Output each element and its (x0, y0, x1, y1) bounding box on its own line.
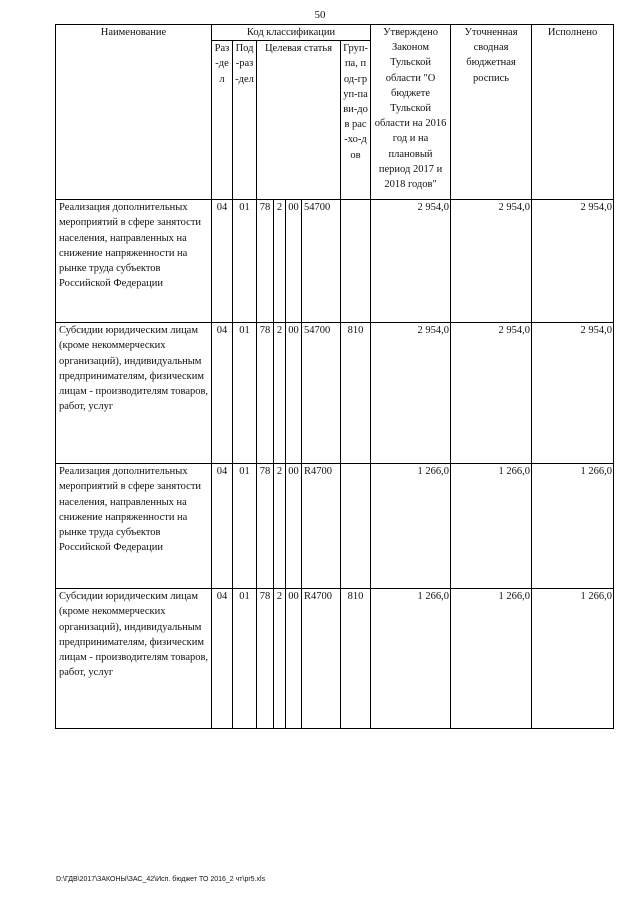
cell-subsection: 01 (233, 200, 257, 323)
cell-name: Реализация дополнительных мероприятий в сфере занятости населения, направленных на снижение напряженности на рынке труда субъектов Российской Федерации (56, 200, 212, 323)
cell-target-4: 54700 (302, 323, 341, 464)
cell-group: 810 (341, 589, 371, 729)
cell-target-3: 00 (286, 464, 302, 589)
cell-approved: 1 266,0 (371, 589, 451, 729)
cell-approved: 1 266,0 (371, 464, 451, 589)
header-target-article: Целевая статья (257, 41, 341, 200)
budget-table (55, 24, 614, 729)
cell-target-4: 54700 (302, 200, 341, 323)
cell-target-2: 2 (274, 200, 286, 323)
cell-target-1: 78 (257, 323, 274, 464)
cell-name: Реализация дополнительных мероприятий в сфере занятости населения, направленных на снижение напряженности на рынке труда субъектов Российской Федерации (56, 464, 212, 589)
cell-refined: 2 954,0 (451, 200, 532, 323)
cell-name: Субсидии юридическим лицам (кроме некоммерческих организаций), индивидуальным предпринимателям, физическим лицам - производителям товаров, работ, услуг (56, 323, 212, 464)
cell-target-2: 2 (274, 323, 286, 464)
cell-section: 04 (212, 200, 233, 323)
cell-subsection: 01 (233, 323, 257, 464)
cell-executed: 2 954,0 (532, 200, 614, 323)
cell-group (341, 464, 371, 589)
cell-target-4: R4700 (302, 589, 341, 729)
table-body (56, 200, 614, 729)
table-header (56, 25, 614, 200)
cell-group: 810 (341, 323, 371, 464)
cell-subsection: 01 (233, 589, 257, 729)
footer-file-path: D:\ГДВ\2017\ЗАКОНЫ\ЗАС_42\Исп. бюджет ТО 2016_2 чт\pr5.xls (56, 876, 266, 883)
cell-subsection: 01 (233, 464, 257, 589)
header-section: Раз-дел (212, 41, 233, 200)
header-executed: Исполнено (532, 25, 614, 200)
cell-group (341, 200, 371, 323)
header-expense-group: Груп-па, под-груп-па ви-дов рас-хо-дов (341, 41, 371, 200)
cell-approved: 2 954,0 (371, 323, 451, 464)
table-row (56, 464, 614, 589)
header-name: Наименование (56, 25, 212, 200)
header-approved: Утверждено Законом Тульской области "О бюджете Тульской области на 2016 год и на плановый период 2017 и 2018 годов" (371, 25, 451, 200)
table-row (56, 589, 614, 729)
cell-target-1: 78 (257, 589, 274, 729)
cell-target-3: 00 (286, 200, 302, 323)
cell-refined: 2 954,0 (451, 323, 532, 464)
cell-target-2: 2 (274, 464, 286, 589)
cell-section: 04 (212, 589, 233, 729)
cell-refined: 1 266,0 (451, 464, 532, 589)
cell-target-2: 2 (274, 589, 286, 729)
header-subsection: Под-раз-дел (233, 41, 257, 200)
cell-approved: 2 954,0 (371, 200, 451, 323)
cell-section: 04 (212, 323, 233, 464)
page-number: 50 (314, 9, 326, 21)
cell-target-1: 78 (257, 464, 274, 589)
table-row (56, 200, 614, 323)
cell-target-4: R4700 (302, 464, 341, 589)
cell-executed: 1 266,0 (532, 464, 614, 589)
table-row (56, 323, 614, 464)
header-refined: Уточненная сводная бюджетная роспись (451, 25, 532, 200)
cell-target-3: 00 (286, 589, 302, 729)
header-classification-code: Код классификации (212, 25, 371, 41)
cell-target-3: 00 (286, 323, 302, 464)
cell-target-1: 78 (257, 200, 274, 323)
cell-section: 04 (212, 464, 233, 589)
cell-name: Субсидии юридическим лицам (кроме некоммерческих организаций), индивидуальным предпринимателям, физическим лицам - производителям товаров, работ, услуг (56, 589, 212, 729)
cell-executed: 2 954,0 (532, 323, 614, 464)
cell-executed: 1 266,0 (532, 589, 614, 729)
cell-refined: 1 266,0 (451, 589, 532, 729)
